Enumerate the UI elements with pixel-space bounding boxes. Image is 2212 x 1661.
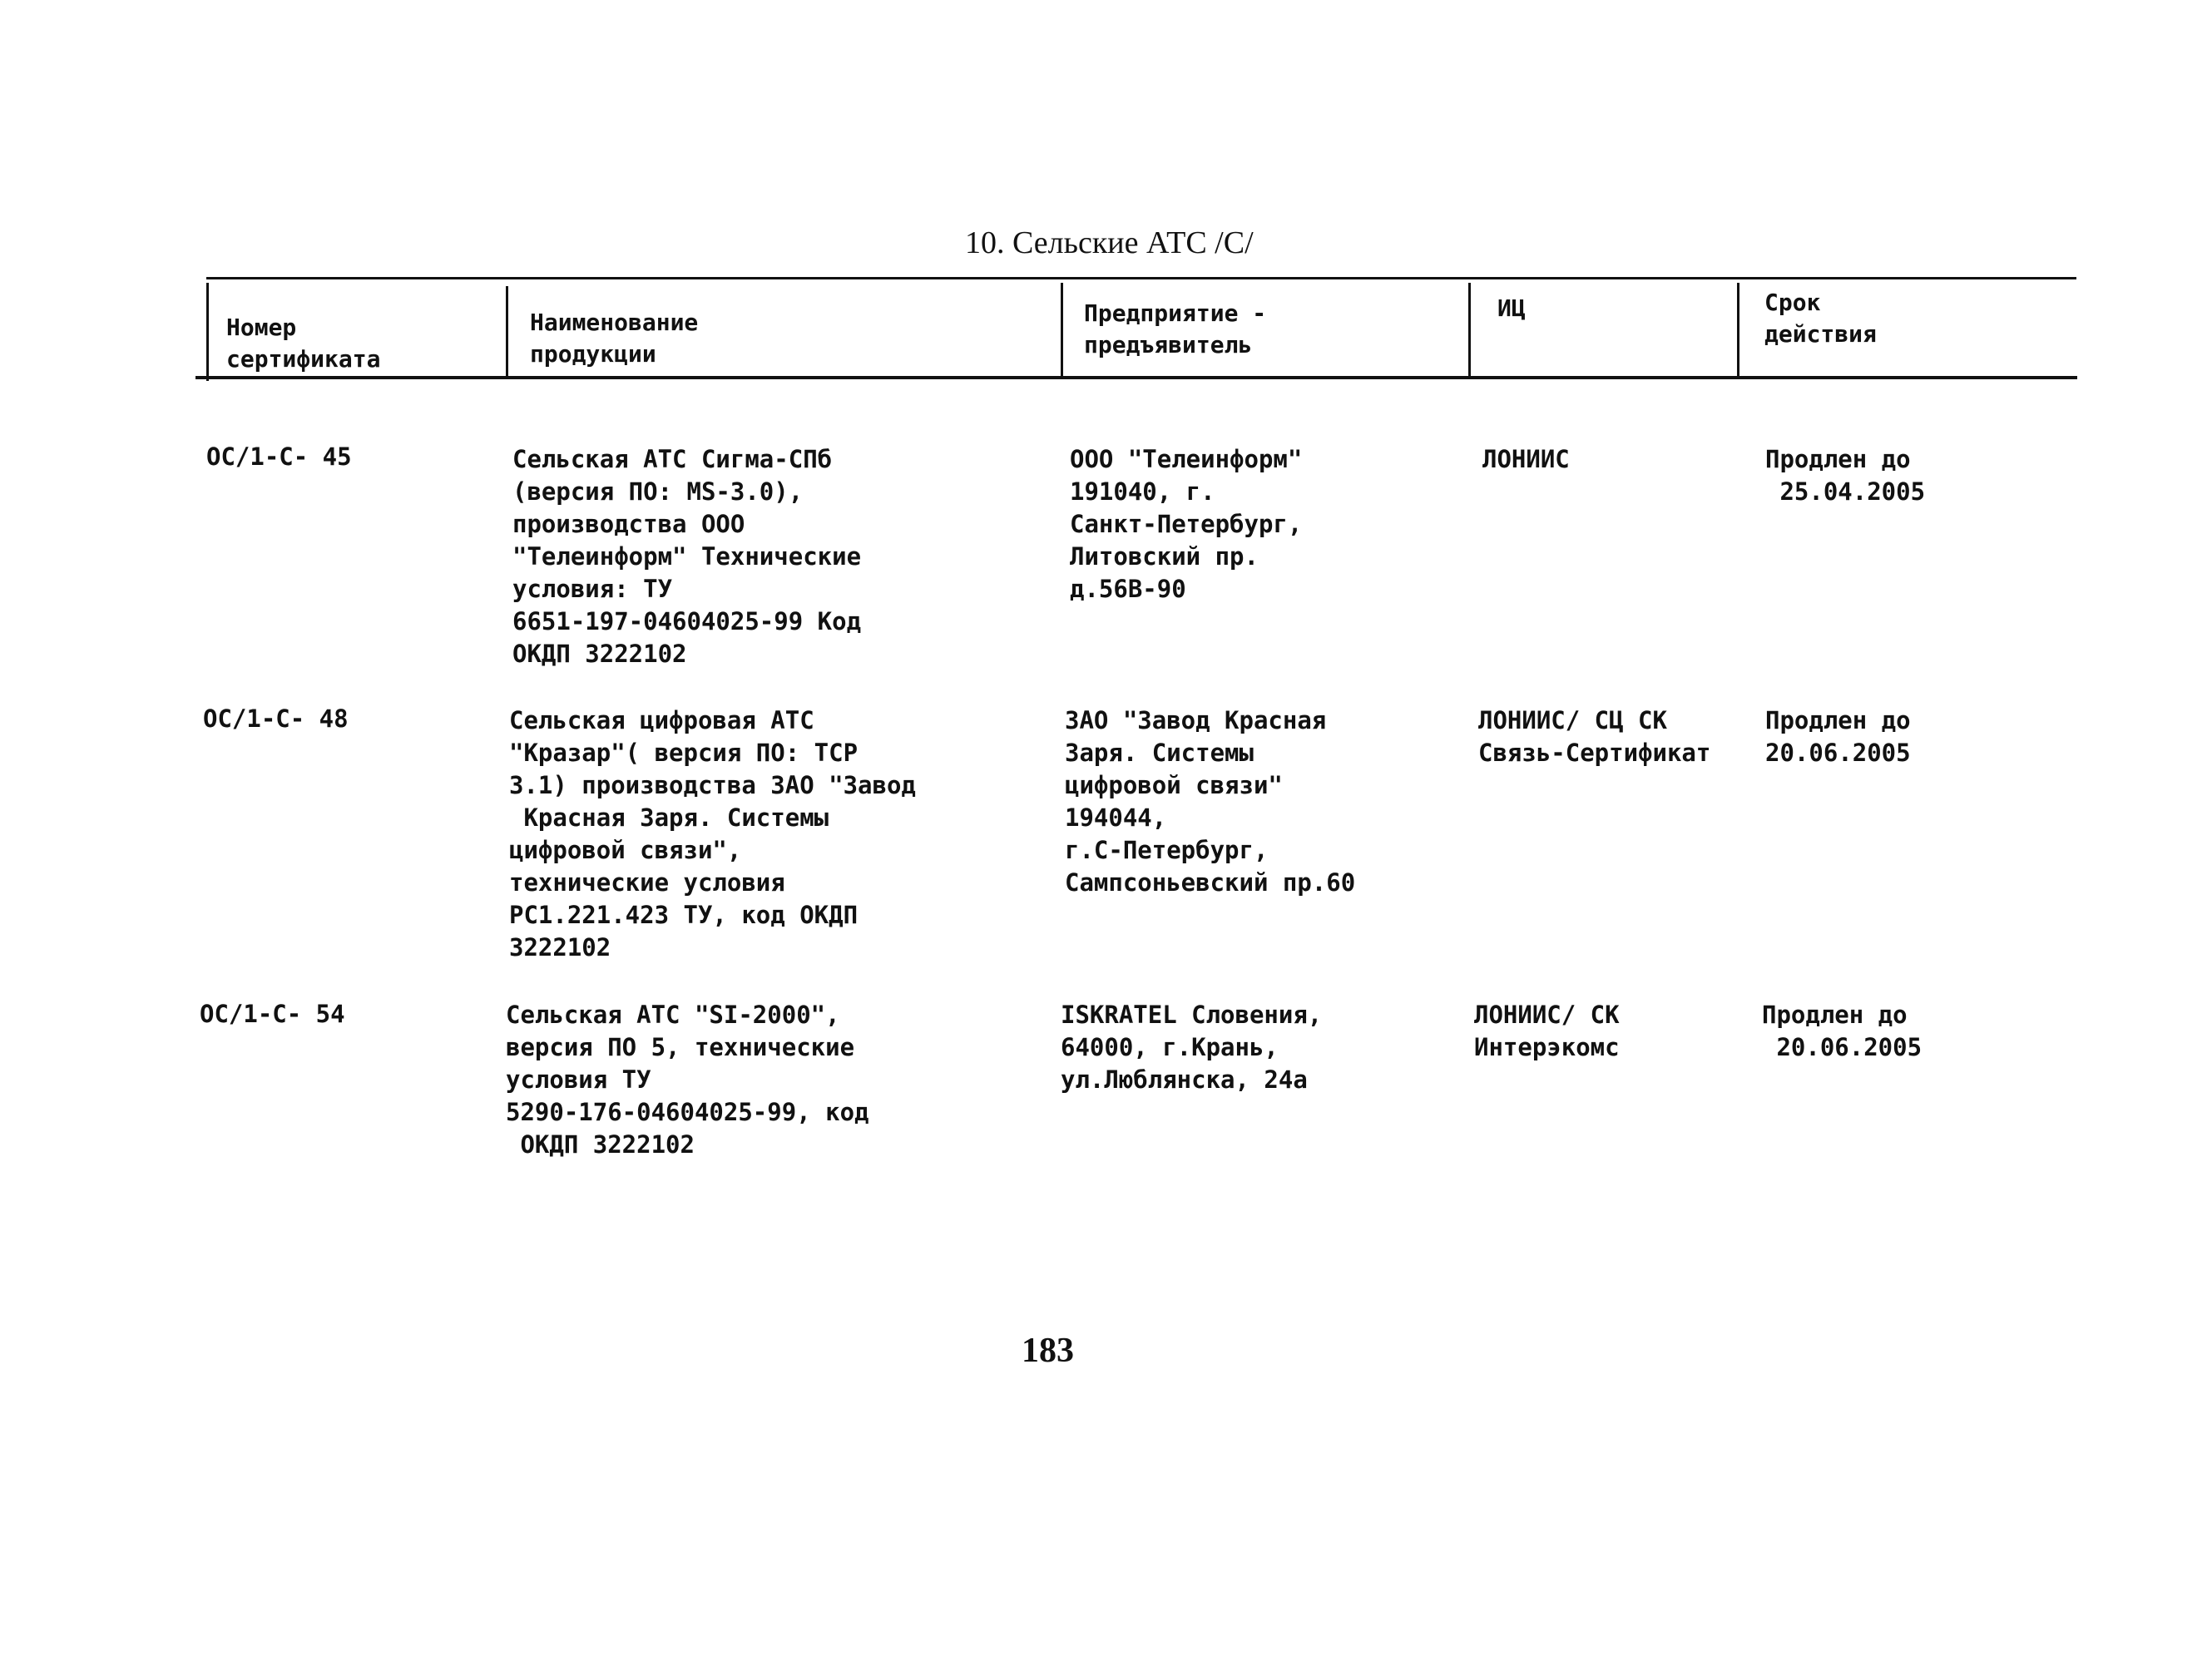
header-testing-center: ИЦ	[1497, 294, 1526, 322]
table-row-1-validity: Продлен до 25.04.2005	[1765, 445, 1926, 506]
table-row-1-cert-number: ОС/1-С- 45	[206, 442, 352, 471]
table-row-1-product: Сельская АТС Сигма-СПб (версия ПО: MS-3.0), производства ООО "Телеинформ" Технические условия: ТУ 6651-197-04604025-99 Код ОКДП 3222102	[512, 445, 862, 668]
table-row-3-validity: Продлен до 20.06.2005	[1762, 1001, 1923, 1061]
page-title: 10. Сельские АТС /С/	[965, 225, 1254, 260]
table-row-2-enterprise: ЗАО "Завод Красная Заря. Системы цифровой связи" 194044, г.С-Петербург, Сампсоньевский пр.60	[1065, 706, 1356, 897]
table-row-1-testing-center: ЛОНИИС	[1482, 445, 1570, 473]
header-divider-3	[1468, 283, 1471, 379]
table-row-2-testing-center: ЛОНИИС/ СЦ СК Связь-Сертификат	[1478, 706, 1711, 767]
header-product-name: Наименование продукции	[530, 309, 699, 368]
table-row-3-enterprise: ISKRATEL Словения, 64000, г.Крань, ул.Люблянска, 24а	[1061, 1001, 1323, 1094]
header-divider-4	[1737, 283, 1739, 379]
table-row-2-product: Сельская цифровая АТС "Кразар"( версия ПО: ТСР 3.1) производства ЗАО "Завод Красная Заря. Системы цифровой связи", технические условия РС1.221.423 ТУ, код ОКДП 3222102	[509, 706, 916, 962]
header-validity: Срок действия	[1764, 289, 1877, 348]
page-number: 183	[1022, 1332, 1074, 1370]
header-enterprise: Предприятие - предъявитель	[1084, 299, 1267, 358]
table-top-rule	[206, 277, 2076, 279]
header-divider-0	[206, 283, 209, 381]
table-row-3-cert-number: ОС/1-С- 54	[200, 1000, 345, 1028]
table-row-2-cert-number: ОС/1-С- 48	[203, 704, 349, 733]
header-divider-1	[506, 286, 508, 379]
table-row-1-enterprise: ООО "Телеинформ" 191040, г. Санкт-Петербург, Литовский пр. д.56В-90	[1070, 445, 1303, 603]
header-cert-number: Номер сертификата	[226, 314, 381, 373]
table-header-bottom-rule	[195, 376, 2077, 379]
table-row-2-validity: Продлен до 20.06.2005	[1765, 706, 1911, 767]
header-divider-2	[1061, 283, 1063, 379]
table-row-3-product: Сельская АТС "SI-2000", версия ПО 5, технические условия ТУ 5290-176-04604025-99, код ОКДП 3222102	[506, 1001, 869, 1159]
table-row-3-testing-center: ЛОНИИС/ СК Интерэкомс	[1474, 1001, 1620, 1061]
